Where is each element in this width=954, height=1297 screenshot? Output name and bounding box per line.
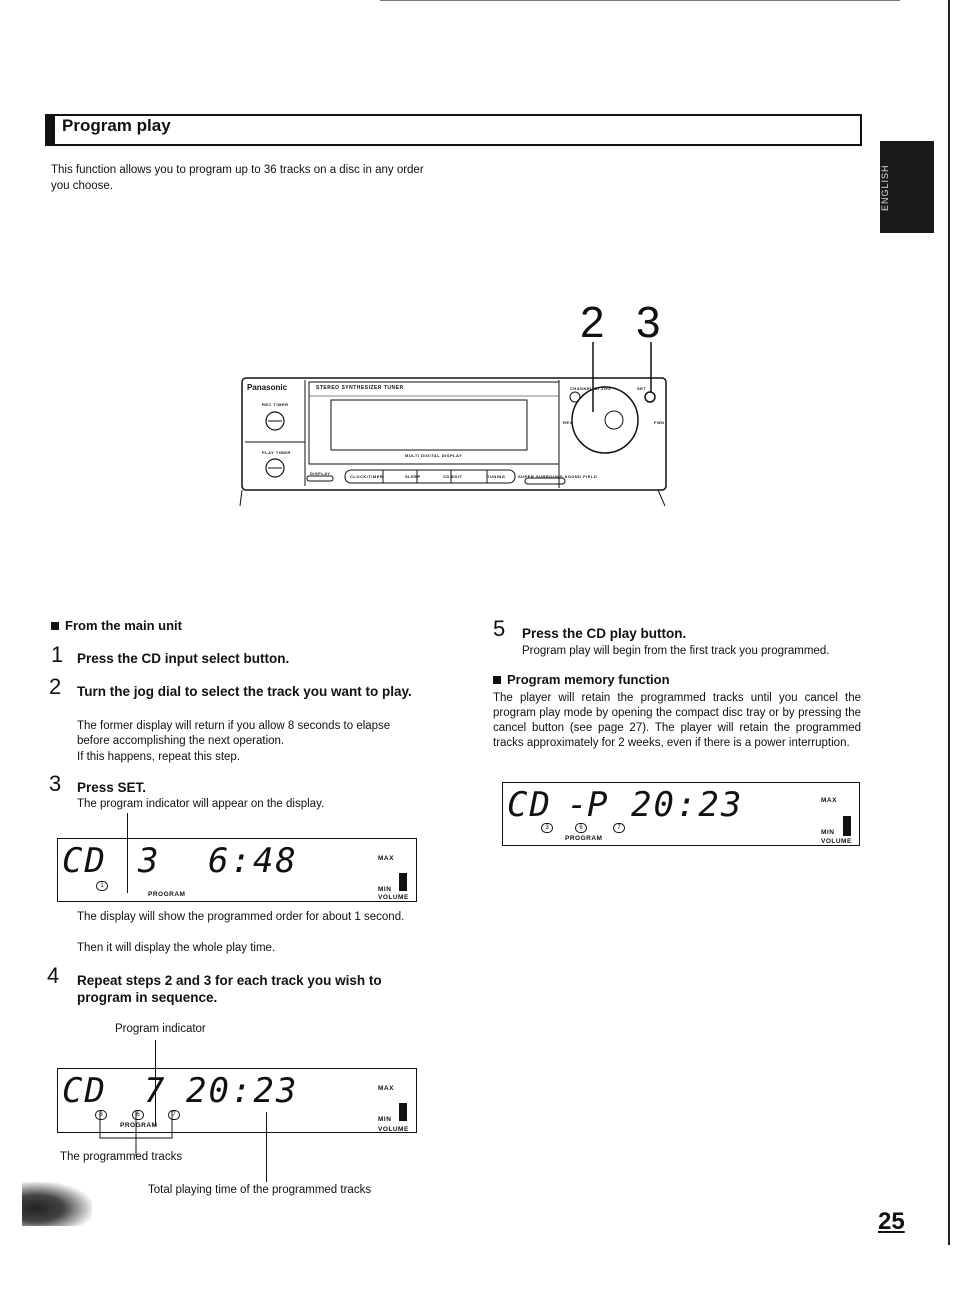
programmed-tracks-caption: The programmed tracks	[60, 1151, 183, 1163]
device-title: STEREO SYNTHESIZER TUNER	[316, 385, 404, 391]
step3-body: The program indicator will appear on the display.	[77, 798, 325, 810]
language-tab-label: ENGLISH	[880, 164, 890, 211]
section-title: Program play	[62, 116, 171, 135]
lcd3-volume-bar	[843, 816, 851, 836]
lcd2-source: CD	[62, 1071, 107, 1111]
step5-body: Program play will begin from the first track you programmed.	[522, 645, 830, 657]
display-button-label: DISPLAY	[310, 471, 331, 476]
memory-heading	[493, 672, 670, 687]
lcd-display-step3	[57, 838, 417, 902]
lcd2-volume-label: VOLUME	[378, 1126, 409, 1133]
lcd3-dash: -	[567, 785, 590, 825]
program-indicator-line-1	[127, 813, 128, 893]
set-label: SET	[637, 386, 647, 391]
memory-body: The player will retain the programmed tracks until you cancel the program play mode by opening the compact disc tray or by pressing the cancel button (see page 27). The player will retain the programmed tracks approximately for 2 weeks, even if there is a power interruption.	[493, 692, 861, 749]
lcd3-disc-indicator-3: 7	[613, 823, 625, 833]
lcd2-disc-indicator-2: 6	[132, 1110, 144, 1120]
lcd3-time: 20:23	[631, 785, 744, 825]
step5-text: Press the CD play button.	[522, 626, 687, 641]
tuning-button-label: TUNING	[487, 474, 506, 479]
bullet-square	[493, 676, 501, 684]
lcd3-mode: P	[587, 785, 610, 825]
bullet-square	[51, 622, 59, 630]
lcd3-disc-indicator-1: 3	[541, 823, 553, 833]
from-main-heading	[51, 618, 182, 633]
after-lcd1-text-2: Then it will display the whole play time.	[77, 942, 276, 954]
lcd1-track: 3	[138, 841, 161, 881]
from-main-text: From the main unit	[65, 618, 182, 633]
lcd2-max-label: MAX	[378, 1085, 394, 1092]
section-header-bar	[45, 114, 55, 146]
step3-text: Press SET.	[77, 780, 147, 795]
step2-body-1: The former display will return if you allow 8 seconds to elapse before accomplishing the next operation.	[77, 720, 391, 747]
lcd2-time: 20:23	[186, 1071, 299, 1111]
lcd3-volume-label: VOLUME	[821, 838, 852, 845]
lcd1-volume-bar	[399, 873, 407, 891]
sleep-button-label: SLEEP	[405, 474, 421, 479]
program-indicator-caption: Program indicator	[115, 1023, 206, 1035]
lcd3-source: CD	[507, 785, 552, 825]
total-time-caption: Total playing time of the programmed tracks	[148, 1184, 372, 1196]
display-label: MULTI DIGITAL DISPLAY	[405, 453, 463, 458]
step4-number: 4	[47, 963, 60, 988]
cd-edit-button-label: CD EDIT	[443, 474, 463, 479]
lcd3-max-label: MAX	[821, 797, 837, 804]
step2-number: 2	[49, 674, 62, 699]
lcd2-min-label: MIN	[378, 1116, 392, 1123]
right-edge-rule	[948, 0, 950, 1245]
callout-step-3: 3	[636, 298, 661, 347]
step5-number: 5	[493, 616, 506, 641]
play-timer-label: PLAY TIMER	[262, 450, 291, 455]
callout-step-2: 2	[580, 298, 605, 347]
lcd3-disc-indicator-2: 6	[575, 823, 587, 833]
jog-label: CHANNEL AI JOG	[570, 386, 612, 391]
sound-field-label: SUPER SURROUND SOUND FIELD	[518, 474, 598, 479]
lcd2-disc-indicator-3: 7	[168, 1110, 180, 1120]
lcd1-source: CD	[62, 841, 107, 881]
lcd-display-memory	[502, 782, 860, 846]
intro-text: This function allows you to program up to 36 tracks on a disc in any order you choose.	[51, 164, 424, 192]
total-time-line	[266, 1112, 267, 1182]
lcd1-disc-indicator: 1	[96, 881, 108, 891]
step2-body-2: If this happens, repeat this step.	[77, 751, 241, 763]
lcd1-max-label: MAX	[378, 855, 394, 862]
rec-timer-label: REC TIMER	[262, 402, 289, 407]
step2-text: Turn the jog dial to select the track you want to play.	[77, 684, 412, 699]
after-lcd1-text-1: The display will show the programmed order for about 1 second.	[77, 911, 405, 923]
clock-timer-button-label: CLOCK/TIMER	[350, 474, 384, 479]
lcd3-program-label: PROGRAM	[565, 835, 603, 842]
lcd1-volume-label: VOLUME	[378, 894, 409, 901]
page-number: 25	[878, 1208, 905, 1235]
fwd-label: FWD	[654, 420, 665, 425]
step3-number: 3	[49, 771, 62, 796]
step1-number: 1	[51, 642, 64, 667]
corner-smudge	[22, 1182, 92, 1226]
brand-logo: Panasonic	[247, 383, 288, 392]
lcd2-program-label: PROGRAM	[120, 1122, 158, 1129]
memory-heading-text: Program memory function	[507, 672, 670, 687]
rev-label: REV	[563, 420, 573, 425]
lcd2-disc-indicator-1: 3	[95, 1110, 107, 1120]
lcd1-time: 6:48	[208, 841, 298, 881]
lcd2-volume-bar	[399, 1103, 407, 1121]
top-rule	[380, 0, 900, 1]
lcd2-track: 7	[144, 1071, 167, 1111]
lcd1-program-label: PROGRAM	[148, 891, 186, 898]
lcd1-min-label: MIN	[378, 886, 392, 893]
step1-text: Press the CD input select button.	[77, 651, 290, 666]
lcd3-min-label: MIN	[821, 829, 835, 836]
step4-text: Repeat steps 2 and 3 for each track you wish to program in sequence.	[77, 973, 382, 1005]
